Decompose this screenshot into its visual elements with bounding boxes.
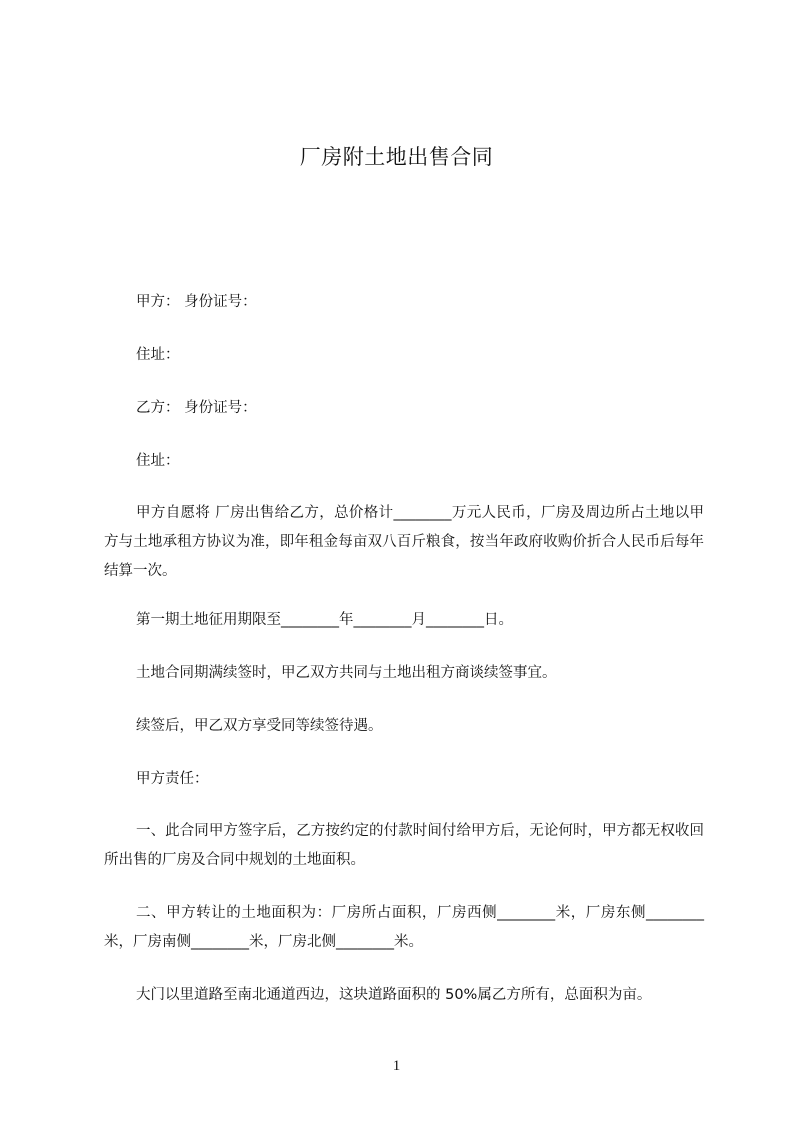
party-b-line: 乙方： 身份证号：: [136, 400, 257, 416]
document-title: 厂房附土地出售合同: [299, 145, 494, 169]
clause-two: 二、甲方转让的土地面积为：厂房所占面积，厂房西侧________米，厂房东侧________米，厂房南侧________米，厂房北侧________米。: [104, 905, 704, 950]
sale-terms-paragraph: 甲方自愿将 厂房出售给乙方，总价格计________万元人民币，厂房及周边所占土地以甲方与土地承租方协议为准，即年租金每亩双八百斤粮食，按当年政府收购价折合人民币后每年结算一次。: [104, 505, 704, 579]
renewal-paragraph: 土地合同期满续签时，甲乙双方共同与土地出租方商谈续签事宜。: [136, 665, 557, 681]
party-a-line: 甲方： 身份证号：: [136, 294, 257, 310]
page-number: 1: [392, 1058, 401, 1074]
road-area-paragraph: 大门以里道路至南北通道西边，这块道路面积的 50%属乙方所有，总面积为亩。: [136, 987, 652, 1003]
party-b-address: 住址：: [136, 453, 180, 469]
party-a-address: 住址：: [136, 347, 180, 363]
party-a-duties-heading: 甲方责任：: [136, 771, 209, 787]
after-renewal-paragraph: 续签后，甲乙双方享受同等续签待遇。: [136, 718, 383, 734]
clause-one: 一、此合同甲方签字后，乙方按约定的付款时间付给甲方后，无论何时，甲方都无权收回所出售的厂房及合同中规划的土地面积。: [104, 823, 704, 868]
land-period-paragraph: 第一期土地征用期限至________年________月________日。: [136, 612, 513, 628]
